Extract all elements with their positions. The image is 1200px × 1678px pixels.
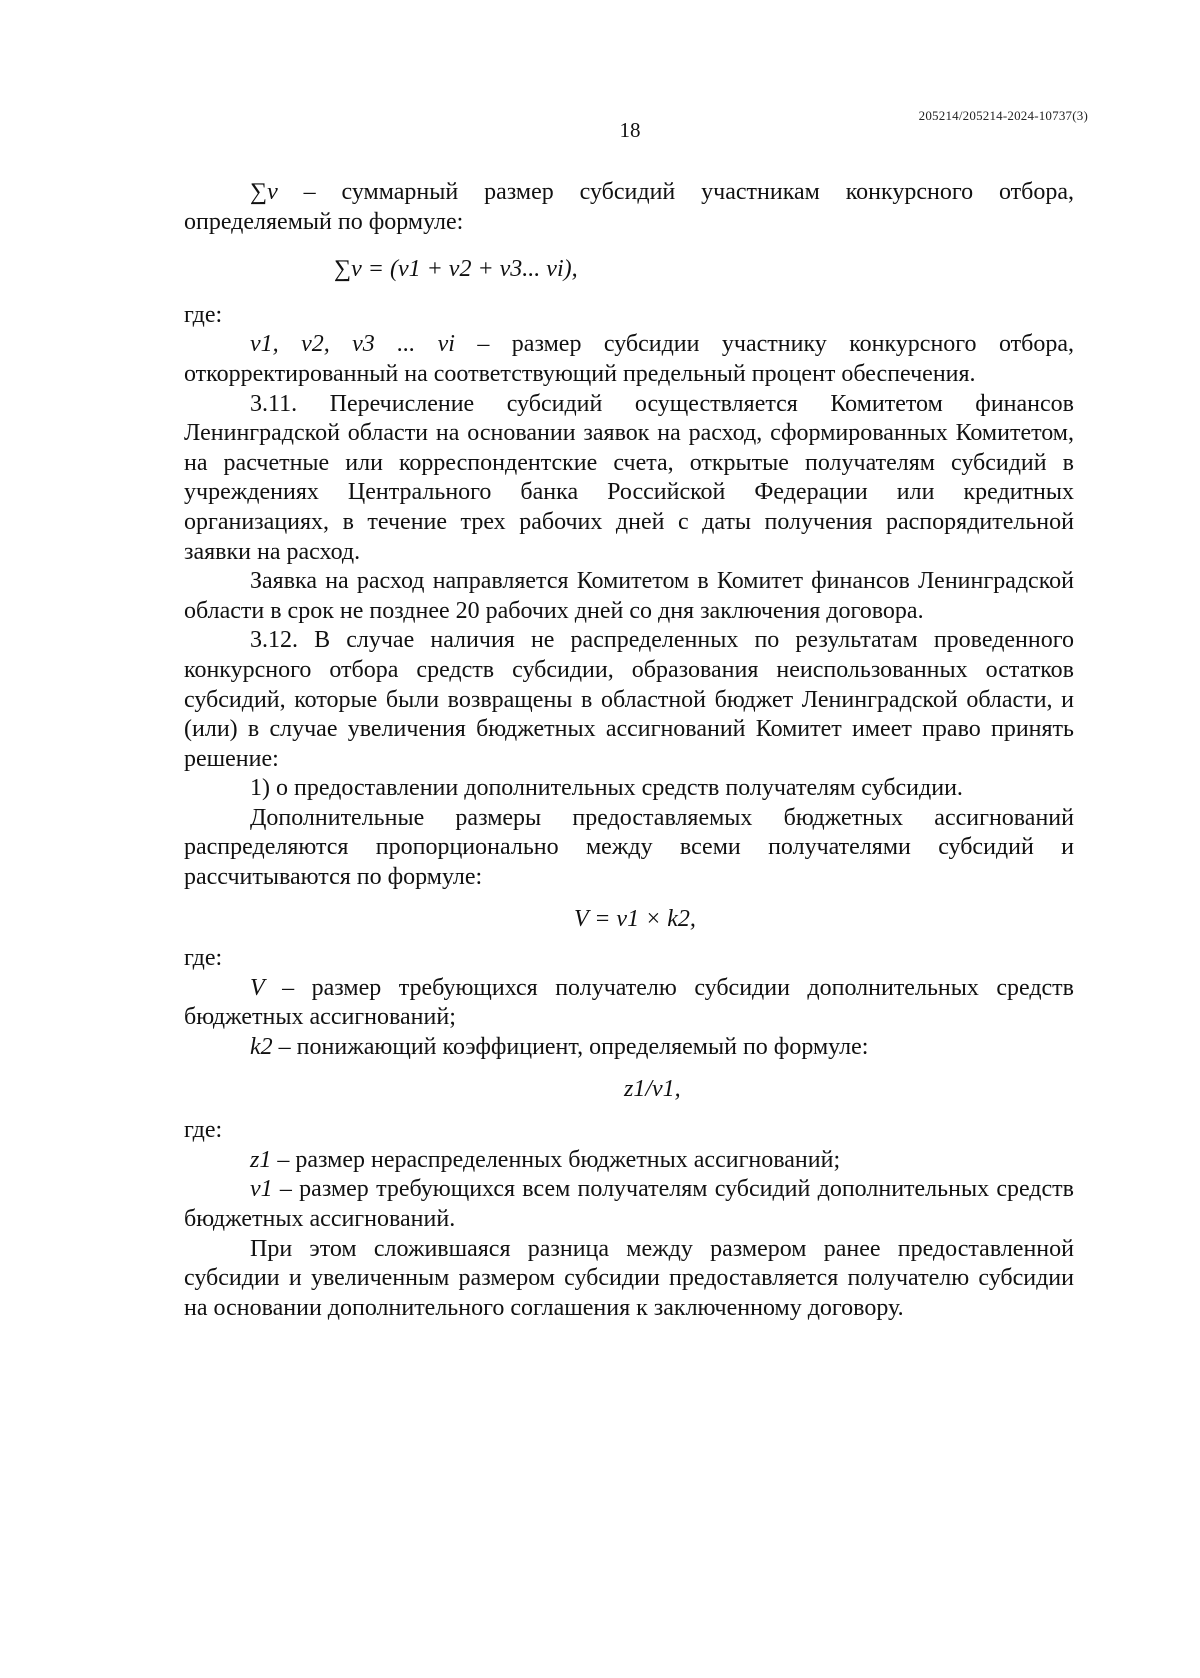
document-id: 205214/205214-2024-10737(3) [918,108,1088,123]
where-label-2: где: [184,945,223,972]
where-label-3: где: [184,1117,223,1144]
formula-v: V = v1 × k2, [574,905,696,932]
page-number: 18 [619,118,641,142]
V-symbol: V [250,974,265,1001]
formula-k2: z1/v1, [624,1075,681,1102]
paragraph-v-definition: v1, v2, v3 ... vi – размер субсидии участнику конкурсного отбора, откорректированный на соответствующий предельный процент обеспечения. [184,331,1075,387]
paragraph-k2-definition: k2 – понижающий коэффициент, определяемый по формуле: [250,1034,869,1061]
z1-symbol: z1 [250,1146,272,1173]
paragraph-item-1: 1) о предоставлении дополнительных средств получателям субсидии. [250,775,963,802]
paragraph-v1-definition: v1 – размер требующихся всем получателям субсидий дополнительных средств бюджетных ассигнований. [184,1176,1074,1232]
paragraph-V-definition: V – размер требующихся получателю субсидии дополнительных средств бюджетных ассигнований; [184,974,1074,1031]
paragraph-z1-definition: z1 – размер нераспределенных бюджетных ассигнований; [250,1146,841,1173]
v-symbols: v1, v2, v3 ... vi [250,331,455,358]
document-body [184,178,1074,1323]
paragraph-request: Заявка на расход направляется Комитетом в Комитет финансов Ленинградской области в срок не позднее 20 рабочих дней со дня заключения договора. [184,568,1074,624]
where-label: где: [184,301,223,328]
v1-symbol: v1 [250,1176,273,1203]
paragraph-3-11: 3.11. Перечисление субсидий осуществляется Комитетом финансов Ленинградской области на основании заявок на расход, сформированных Комитетом, на расчетные или корреспондентские счета, открытые получателям субсидий в учреждениях Центрального банка Российской Федерации или кредитных организациях, в течение трех рабочих дней с даты получения распорядительной заявки на расход. [184,390,1074,565]
sum-symbol: ∑v [250,179,278,205]
formula-sum: ∑v = (v1 + v2 + v3... vi), [334,256,578,283]
paragraph-sum-definition: ∑v – суммарный размер субсидий участникам конкурсного отбора, определяемый по формуле: [184,179,1074,235]
paragraph-additional: Дополнительные размеры предоставляемых бюджетных ассигнований распределяются пропорционально между всеми получателями субсидий и рассчитываются по формуле: [184,804,1074,891]
paragraph-3-12: 3.12. В случае наличия не распределенных по результатам проведенного конкурсного отбора средств субсидии, образования неиспользованных остатков субсидий, которые были возвращены в областной бюджет Ленинградской области, и (или) в случае увеличения бюджетных ассигнований Комитет имеет право принять решение: [184,627,1074,772]
paragraph-difference: При этом сложившаяся разница между размером ранее предоставленной субсидии и увеличенным размером субсидии предоставляется получателю субсидии на основании дополнительного соглашения к заключенному договору. [184,1235,1074,1321]
k2-symbol: k2 [250,1034,273,1061]
